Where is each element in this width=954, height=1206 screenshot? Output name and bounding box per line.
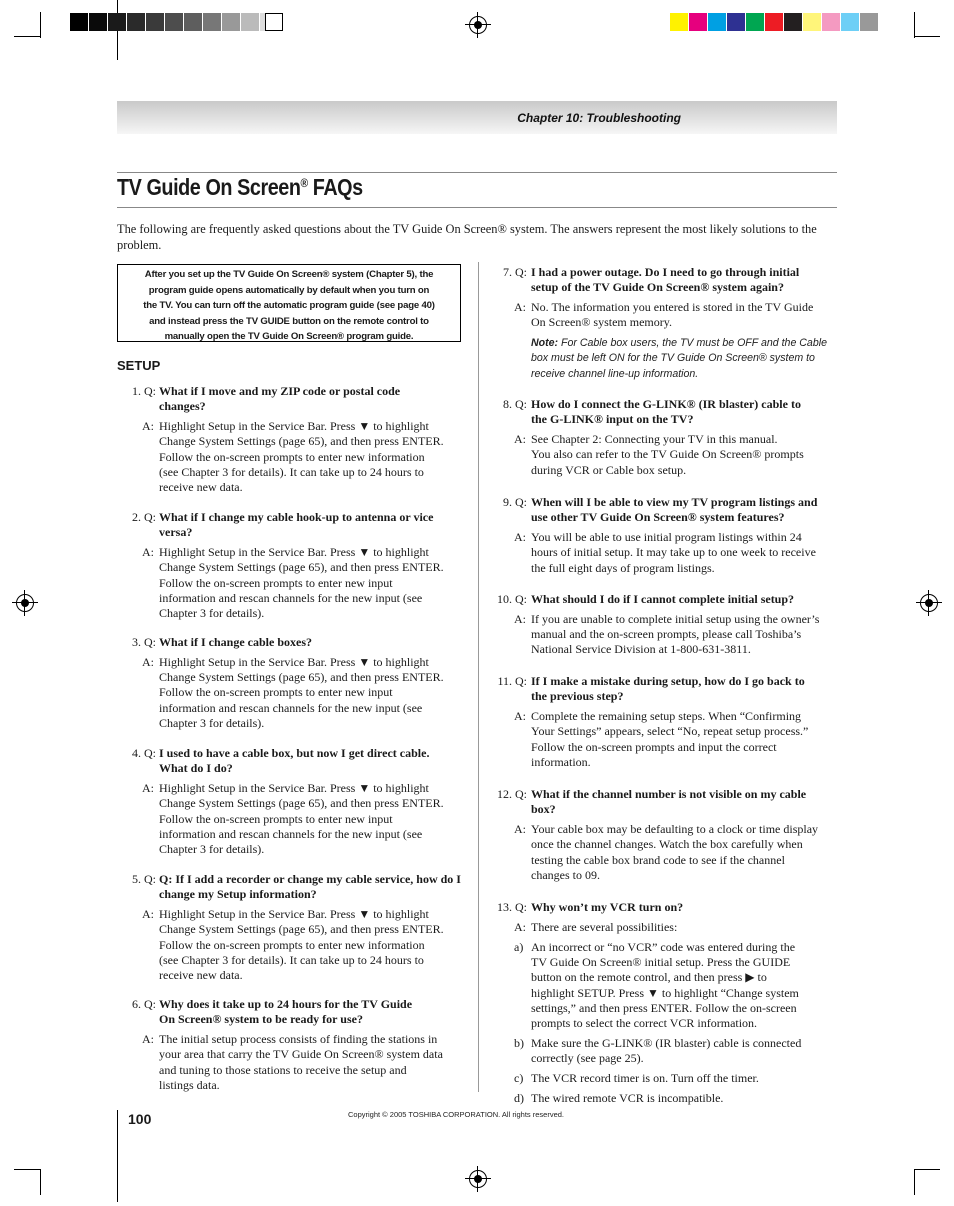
faq-question-text: What if I move and my ZIP code or postal code bbox=[159, 384, 401, 398]
trim-line bbox=[117, 1110, 118, 1202]
faq-answer-text: Change System Settings (page 65), and then press ENTER. bbox=[159, 434, 444, 449]
registration-mark-icon bbox=[920, 594, 938, 612]
faq-answer-text: See Chapter 2: Connecting your TV in this manual. bbox=[531, 432, 778, 447]
faq-answer-text: information and rescan channels for the new input (see bbox=[159, 827, 423, 841]
faq-question-text: box? bbox=[531, 802, 556, 817]
faq-answer-label: A: bbox=[514, 919, 526, 934]
faq-question-text: What should I do if I cannot complete initial setup? bbox=[531, 592, 795, 606]
faq-answer-label: A: bbox=[514, 300, 526, 315]
faq-answer-text: (see Chapter 3 for details). It can take up to 24 hours to bbox=[159, 953, 424, 967]
faq-question-number: 12. Q: bbox=[497, 787, 527, 801]
faq-answer-text: during VCR or Cable box setup. bbox=[531, 462, 687, 477]
faq-sub-text: An incorrect or “no VCR” code was entered during the bbox=[531, 939, 796, 954]
chapter-title: Chapter 10: Troubleshooting bbox=[517, 111, 681, 125]
faq-answer-text: You also can refer to the TV Guide On Screen® prompts bbox=[531, 447, 804, 462]
note-line: and instead press the TV GUIDE button on the remote control to bbox=[149, 315, 429, 327]
faq-answer-text: Follow the on-screen prompts and input the correct bbox=[531, 739, 777, 754]
faq-question-number: 8. Q: bbox=[503, 397, 527, 411]
faq-answer-label: A: bbox=[514, 530, 526, 545]
faq-answer-text: Highlight Setup in the Service Bar. Press ▼ to highlight bbox=[159, 781, 429, 796]
faq-answer-text: Chapter 3 for details). bbox=[159, 716, 265, 730]
faq-answer-label: A: bbox=[142, 1032, 154, 1047]
faq-question-text: use other TV Guide On Screen® system features? bbox=[531, 510, 785, 525]
faq-answer-text: There are several possibilities: bbox=[531, 919, 678, 934]
faq-sub-text: The wired remote VCR is incompatible. bbox=[531, 1090, 724, 1105]
crop-mark bbox=[914, 12, 915, 38]
faq-answer-text: Follow the on-screen prompts to enter new information bbox=[159, 449, 425, 464]
faq-answer-text: the full eight days of program listings. bbox=[531, 560, 715, 575]
faq-answer-text: changes to 09. bbox=[531, 868, 600, 882]
faq-note-text: Note: For Cable box users, the TV must be OFF and the Cable bbox=[531, 336, 827, 349]
faq-answer-text: Highlight Setup in the Service Bar. Press ▼ to highlight bbox=[159, 419, 429, 434]
faq-question-text: What if I change cable boxes? bbox=[159, 635, 312, 649]
faq-question-text: On Screen® system to be ready for use? bbox=[159, 1012, 363, 1027]
faq-sub-text: TV Guide On Screen® initial setup. Press the GUIDE bbox=[531, 954, 791, 969]
faq-question-number: 3. Q: bbox=[132, 635, 156, 649]
crop-mark bbox=[14, 1169, 40, 1170]
faq-answer-text: Highlight Setup in the Service Bar. Press ▼ to highlight bbox=[159, 654, 429, 669]
faq-answer-label: A: bbox=[142, 654, 154, 669]
page-title: TV Guide On Screen® FAQs bbox=[117, 174, 363, 200]
faq-answer-text: Follow the on-screen prompts to enter new input bbox=[159, 575, 393, 590]
faq-question-number: 11. Q: bbox=[497, 674, 527, 688]
intro-text: The following are frequently asked questions about the TV Guide On Screen® system. The answers represent the most likely solutions to the problem. bbox=[117, 222, 817, 252]
faq-answer-text: information. bbox=[531, 755, 591, 769]
faq-answer-text: Follow the on-screen prompts to enter new input bbox=[159, 811, 393, 826]
note-line: program guide opens automatically by default when you turn on bbox=[148, 284, 430, 296]
faq-question-text: the previous step? bbox=[531, 689, 624, 704]
faq-answer-text: hours of initial setup. It may take up to one week to receive bbox=[531, 545, 816, 560]
faq-question-text: I had a power outage. Do I need to go through initial bbox=[531, 265, 800, 279]
faq-sub-text: correctly (see page 25). bbox=[531, 1051, 644, 1066]
faq-sub-label: b) bbox=[514, 1035, 524, 1050]
faq-answer-label: A: bbox=[514, 709, 526, 724]
faq-sub-text: The VCR record timer is on. Turn off the timer. bbox=[531, 1071, 759, 1085]
faq-question-number: 4. Q: bbox=[132, 746, 156, 760]
faq-answer-text: Your Settings” appears, select “No, repeat setup process.” bbox=[531, 724, 809, 739]
faq-answer-text: Follow the on-screen prompts to enter new input bbox=[159, 685, 393, 700]
section-heading-setup: SETUP bbox=[117, 358, 161, 373]
faq-sub-label: a) bbox=[514, 939, 524, 954]
note-line: manually open the TV Guide On Screen® program guide. bbox=[164, 331, 414, 343]
crop-mark bbox=[914, 1169, 915, 1195]
faq-answer-label: A: bbox=[514, 611, 526, 626]
faq-answer-text: information and rescan channels for the new input (see bbox=[159, 591, 423, 605]
faq-answer-label: A: bbox=[142, 907, 154, 922]
faq-answer-text: Change System Settings (page 65), and then press ENTER. bbox=[159, 560, 444, 575]
title-rule-top bbox=[117, 172, 837, 173]
faq-answer-label: A: bbox=[514, 822, 526, 837]
faq-answer-text: Follow the on-screen prompts to enter new information bbox=[159, 937, 425, 952]
note-label: Note: bbox=[531, 336, 562, 349]
faq-answer-text: The initial setup process consists of finding the stations in bbox=[159, 1032, 438, 1047]
faq-sub-text: Make sure the G-LINK® (IR blaster) cable is connected bbox=[531, 1035, 802, 1050]
faq-question-text: change my Setup information? bbox=[159, 887, 317, 902]
faq-question-text: I used to have a cable box, but now I get direct cable. bbox=[159, 746, 430, 760]
crop-mark bbox=[14, 36, 40, 37]
faq-sub-text: settings,” and then press ENTER. Follow the on-screen bbox=[531, 1000, 797, 1015]
faq-question-text: What if the channel number is not visible on my cable bbox=[531, 787, 807, 801]
faq-sub-text: button on the remote control, and then press ▶ to bbox=[531, 970, 767, 985]
faq-answer-text: listings data. bbox=[159, 1078, 220, 1092]
faq-question-text: the G-LINK® input on the TV? bbox=[531, 412, 694, 427]
faq-answer-label: A: bbox=[142, 545, 154, 560]
faq-answer-text: your area that carry the TV Guide On Screen® system data bbox=[159, 1047, 443, 1062]
copyright-notice: Copyright © 2005 TOSHIBA CORPORATION. All rights reserved. bbox=[348, 1110, 565, 1119]
faq-question-number: 1. Q: bbox=[132, 384, 156, 398]
chapter-header-band bbox=[117, 101, 837, 134]
faq-answer-text: information and rescan channels for the new input (see bbox=[159, 700, 423, 715]
faq-answer-text: manual and the on-screen prompts, please call Toshiba’s bbox=[531, 627, 802, 642]
faq-question-number: 7. Q: bbox=[503, 265, 527, 279]
crop-mark bbox=[40, 12, 41, 38]
title-rule-bottom bbox=[117, 207, 837, 208]
faq-answer-text: receive new data. bbox=[159, 968, 243, 983]
faq-answer-text: No. The information you entered is stored in the TV Guide bbox=[531, 300, 814, 315]
page-number: 100 bbox=[128, 1111, 152, 1127]
faq-question-text: What do I do? bbox=[159, 761, 233, 776]
faq-question-text: If I make a mistake during setup, how do I go back to bbox=[531, 674, 805, 688]
faq-question-number: 13. Q: bbox=[497, 900, 527, 914]
faq-sub-label: c) bbox=[514, 1071, 524, 1085]
faq-note-text: receive channel line-up information. bbox=[531, 367, 699, 380]
faq-question-number: 5. Q: bbox=[132, 872, 156, 886]
faq-answer-text: Highlight Setup in the Service Bar. Press ▼ to highlight bbox=[159, 907, 429, 922]
faq-question-text: What if I change my cable hook-up to antenna or vice bbox=[159, 510, 434, 524]
note-line: the TV. You can turn off the automatic program guide (see page 40) bbox=[143, 300, 435, 312]
faq-answer-label: A: bbox=[142, 781, 154, 796]
note-line: After you set up the TV Guide On Screen® system (Chapter 5), the bbox=[144, 269, 434, 280]
faq-answer-text: once the channel changes. Watch the box carefully when bbox=[531, 837, 803, 852]
crop-mark bbox=[40, 1169, 41, 1195]
faq-answer-text: (see Chapter 3 for details). It can take up to 24 hours to bbox=[159, 465, 424, 479]
faq-sub-label: d) bbox=[514, 1090, 524, 1105]
faq-question-text: Why does it take up to 24 hours for the TV Guide bbox=[159, 997, 413, 1011]
faq-question-number: 2. Q: bbox=[132, 510, 156, 524]
faq-answer-text: Chapter 3 for details). bbox=[159, 842, 265, 857]
faq-note-text: box must be left ON for the TV Guide On Screen® system to bbox=[531, 352, 815, 365]
faq-question-text: How do I connect the G-LINK® (IR blaster) cable to bbox=[531, 397, 801, 411]
faq-question-number: 6. Q: bbox=[132, 997, 156, 1011]
faq-question-text: changes? bbox=[159, 399, 206, 414]
faq-answer-text: Highlight Setup in the Service Bar. Press ▼ to highlight bbox=[159, 545, 429, 560]
faq-answer-text: You will be able to use initial program listings within 24 bbox=[531, 530, 802, 545]
faq-question-text: Q: If I add a recorder or change my cable service, how do I bbox=[159, 872, 461, 886]
faq-question-text: Why won’t my VCR turn on? bbox=[531, 900, 684, 914]
faq-answer-label: A: bbox=[514, 432, 526, 447]
registration-mark-icon bbox=[16, 594, 34, 612]
faq-sub-text: prompts to select the correct VCR information. bbox=[531, 1016, 758, 1031]
info-note-box bbox=[117, 264, 461, 342]
faq-answer-text: Complete the remaining setup steps. When “Confirming bbox=[531, 709, 802, 724]
faq-answer-text: On Screen® system memory. bbox=[531, 315, 672, 330]
faq-question-text: setup of the TV Guide On Screen® system again? bbox=[531, 280, 784, 295]
registration-mark-icon bbox=[469, 1170, 487, 1188]
faq-answer-text: Change System Settings (page 65), and then press ENTER. bbox=[159, 796, 444, 811]
faq-answer-text: Chapter 3 for details). bbox=[159, 606, 265, 621]
faq-answer-text: Your cable box may be defaulting to a clock or time display bbox=[531, 822, 819, 837]
faq-question-text: When will I be able to view my TV program listings and bbox=[531, 495, 818, 509]
faq-answer-text: Change System Settings (page 65), and then press ENTER. bbox=[159, 670, 444, 685]
registration-mark-icon bbox=[469, 16, 487, 34]
faq-answer-text: If you are unable to complete initial setup using the owner’s bbox=[531, 611, 820, 626]
faq-answer-text: National Service Division at 1-800-631-3811. bbox=[531, 642, 751, 657]
faq-answer-text: receive new data. bbox=[159, 480, 243, 495]
faq-question-number: 10. Q: bbox=[497, 592, 527, 606]
faq-answer-text: testing the cable box brand code to see if the channel bbox=[531, 852, 785, 867]
faq-answer-text: Change System Settings (page 65), and then press ENTER. bbox=[159, 922, 444, 937]
faq-answer-text: and tuning to those stations to receive the setup and bbox=[159, 1062, 407, 1077]
crop-mark bbox=[914, 36, 940, 37]
faq-question-text: versa? bbox=[159, 525, 193, 540]
faq-answer-label: A: bbox=[142, 419, 154, 434]
faq-question-number: 9. Q: bbox=[503, 495, 527, 509]
faq-sub-text: highlight SETUP. Press ▼ to highlight “Change system bbox=[531, 985, 799, 1000]
crop-mark bbox=[914, 1169, 940, 1170]
